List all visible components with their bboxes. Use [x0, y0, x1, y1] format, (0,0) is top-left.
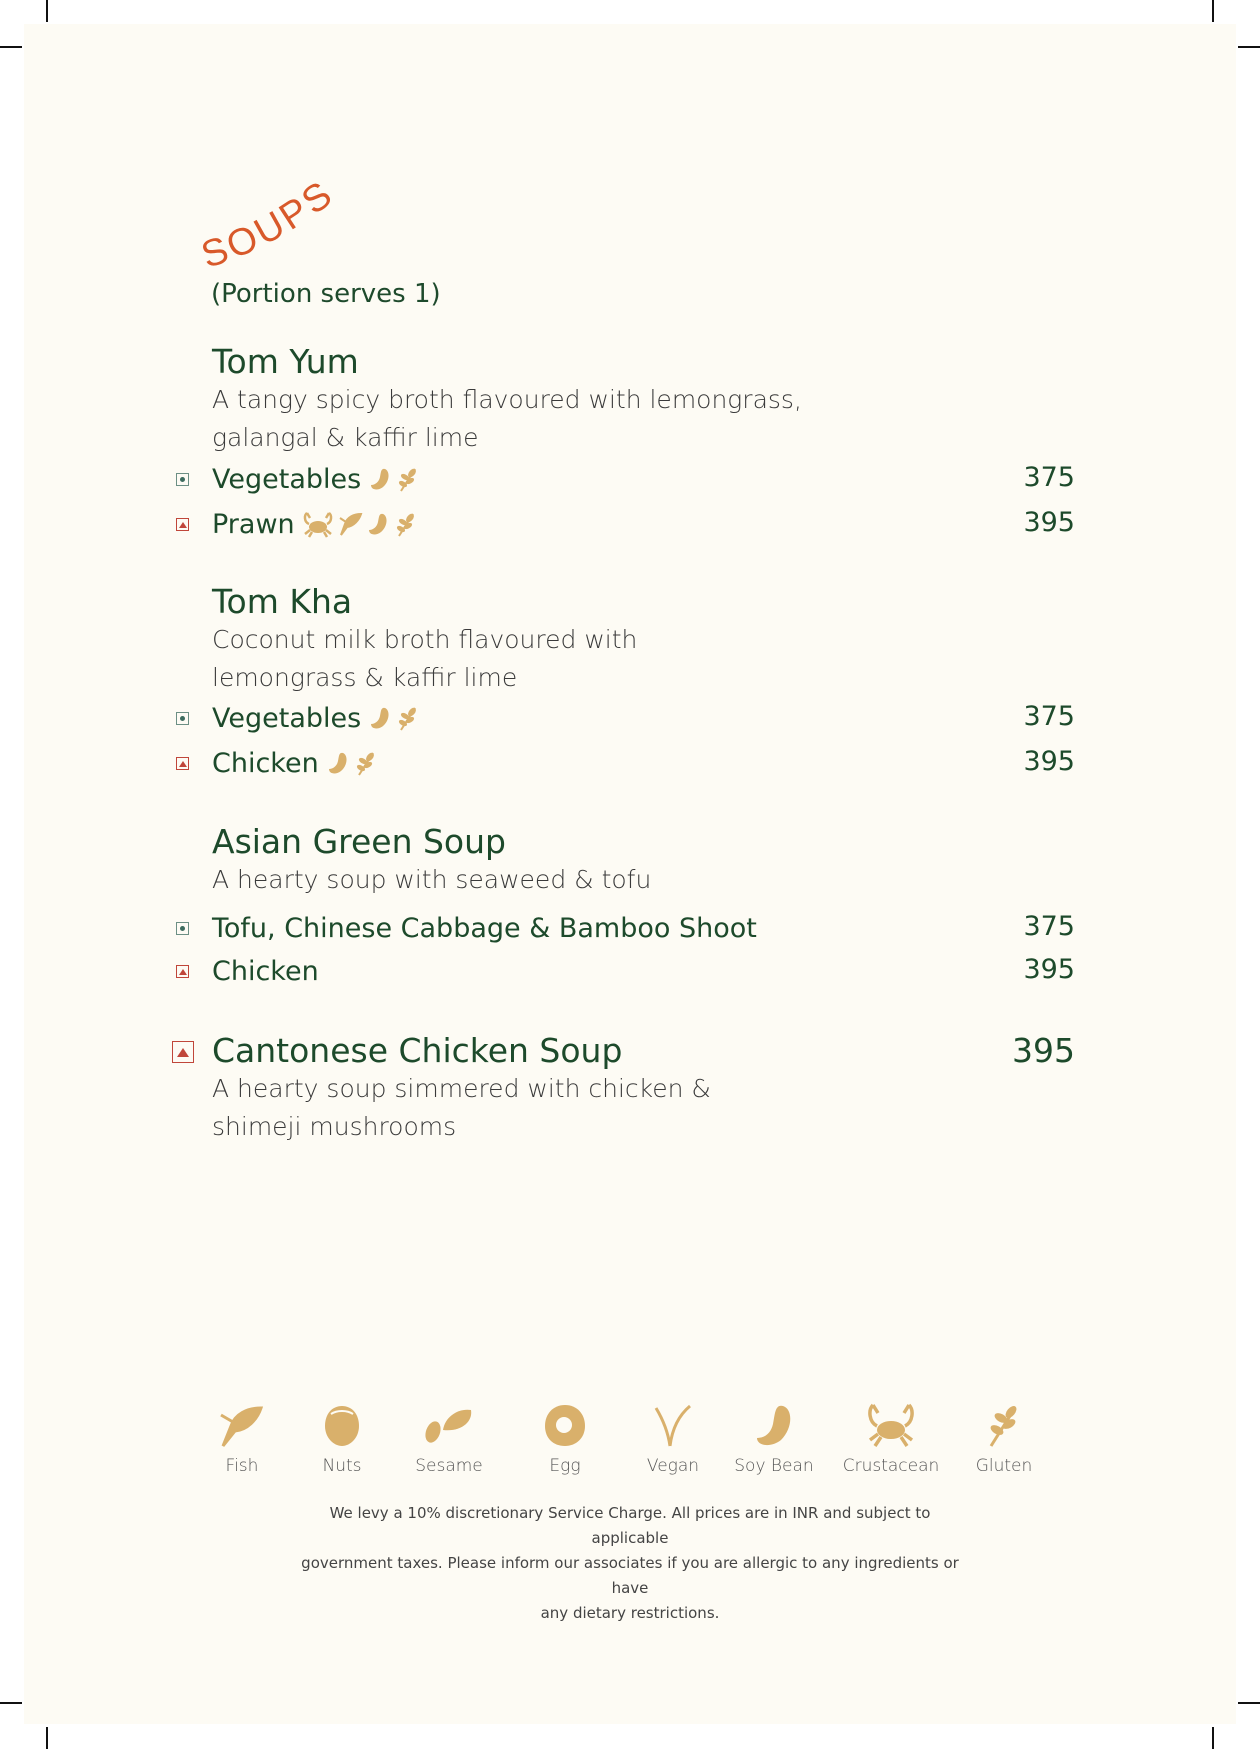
option-price: 395 [1023, 746, 1075, 777]
crop-mark [0, 46, 22, 48]
option-price: 395 [1023, 507, 1075, 538]
dish-name: Tom Yum [212, 342, 359, 381]
footer-line: government taxes. Please inform our associates if you are allergic to any ingredients or have [301, 1554, 959, 1597]
option-row [212, 506, 419, 542]
crop-mark [1212, 0, 1214, 22]
legend-label: Nuts [322, 1456, 362, 1476]
nuts-icon [317, 1400, 367, 1450]
crop-mark [46, 0, 48, 22]
legend-item [836, 1400, 946, 1476]
crop-mark [1238, 46, 1260, 48]
veg-indicator [176, 712, 189, 725]
portion-note: (Portion serves 1) [211, 279, 441, 309]
soy-bean-icon [325, 749, 351, 777]
legend-item [719, 1400, 829, 1476]
footer-line: We levy a 10% discretionary Service Charge. All prices are in INR and subject to applicable [329, 1504, 931, 1547]
section-title [185, 172, 385, 277]
egg-icon [540, 1400, 590, 1450]
legend-item [394, 1400, 504, 1476]
option-row [212, 745, 379, 781]
dish-price: 395 [1012, 1031, 1075, 1070]
soy-bean-icon [749, 1400, 799, 1450]
veg-indicator [176, 473, 189, 486]
footer-line: any dietary restrictions. [540, 1604, 720, 1622]
option-row [212, 461, 421, 497]
gluten-icon [979, 1400, 1029, 1450]
non-veg-indicator [172, 1041, 194, 1063]
legend-item [187, 1400, 297, 1476]
gluten-icon [393, 510, 419, 538]
crop-mark [1212, 1727, 1214, 1749]
dish-description: A tangy spicy broth flavoured with lemongrass, [212, 385, 802, 414]
dish-name: Tom Kha [212, 582, 353, 621]
fish-icon [217, 1400, 267, 1450]
legend-label: Sesame [415, 1456, 483, 1476]
dish-description: Coconut milk broth flavoured with [212, 625, 638, 654]
option-label: Prawn [212, 508, 295, 540]
section-title-text: SOUPS [196, 172, 343, 277]
crustacean-icon [301, 510, 335, 538]
non-veg-indicator [176, 518, 189, 531]
crop-mark [0, 1702, 22, 1704]
legend-item [510, 1400, 620, 1476]
dish-description: lemongrass & kaffir lime [212, 663, 518, 692]
vegan-icon [648, 1400, 698, 1450]
option-label: Chicken [212, 747, 319, 779]
non-veg-indicator [176, 965, 189, 978]
crop-mark [1238, 1702, 1260, 1704]
option-row [212, 700, 421, 736]
non-veg-indicator [176, 757, 189, 770]
veg-indicator [176, 922, 189, 935]
legend-label: Egg [549, 1456, 581, 1476]
option-label: Vegetables [212, 702, 362, 734]
legend-label: Vegan [646, 1456, 700, 1476]
soy-bean-icon [365, 510, 391, 538]
dish-description: A hearty soup with seaweed & tofu [212, 865, 652, 894]
option-label: Vegetables [212, 463, 362, 495]
option-price: 375 [1023, 701, 1075, 732]
soy-bean-icon [367, 704, 393, 732]
legend-label: Soy Bean [734, 1456, 814, 1476]
crop-mark [46, 1727, 48, 1749]
option-row [212, 953, 319, 989]
option-price: 395 [1023, 954, 1075, 985]
legend-item [618, 1400, 728, 1476]
option-price: 375 [1023, 462, 1075, 493]
option-label: Chicken [212, 955, 319, 987]
option-label: Tofu, Chinese Cabbage & Bamboo Shoot [212, 912, 757, 944]
option-row [212, 910, 757, 946]
legend-label: Gluten [975, 1456, 1033, 1476]
sesame-icon [419, 1400, 479, 1450]
gluten-icon [395, 465, 421, 493]
dish-description: A hearty soup simmered with chicken & [212, 1074, 711, 1103]
dish-description: galangal & kaffir lime [212, 423, 479, 452]
legend-label: Fish [225, 1456, 259, 1476]
gluten-icon [395, 704, 421, 732]
dish-name: Cantonese Chicken Soup [212, 1031, 623, 1070]
dish-name: Asian Green Soup [212, 822, 506, 861]
option-price: 375 [1023, 911, 1075, 942]
gluten-icon [353, 749, 379, 777]
svg-text:SOUPS [196, 172, 342, 277]
legend-item [287, 1400, 397, 1476]
fish-icon [337, 510, 363, 538]
footer-note [290, 1501, 970, 1626]
allergen-legend [0, 1400, 1260, 1480]
crustacean-icon [863, 1400, 919, 1450]
dish-description: shimeji mushrooms [212, 1112, 457, 1141]
legend-label: Crustacean [842, 1456, 940, 1476]
soy-bean-icon [367, 465, 393, 493]
legend-item [949, 1400, 1059, 1476]
